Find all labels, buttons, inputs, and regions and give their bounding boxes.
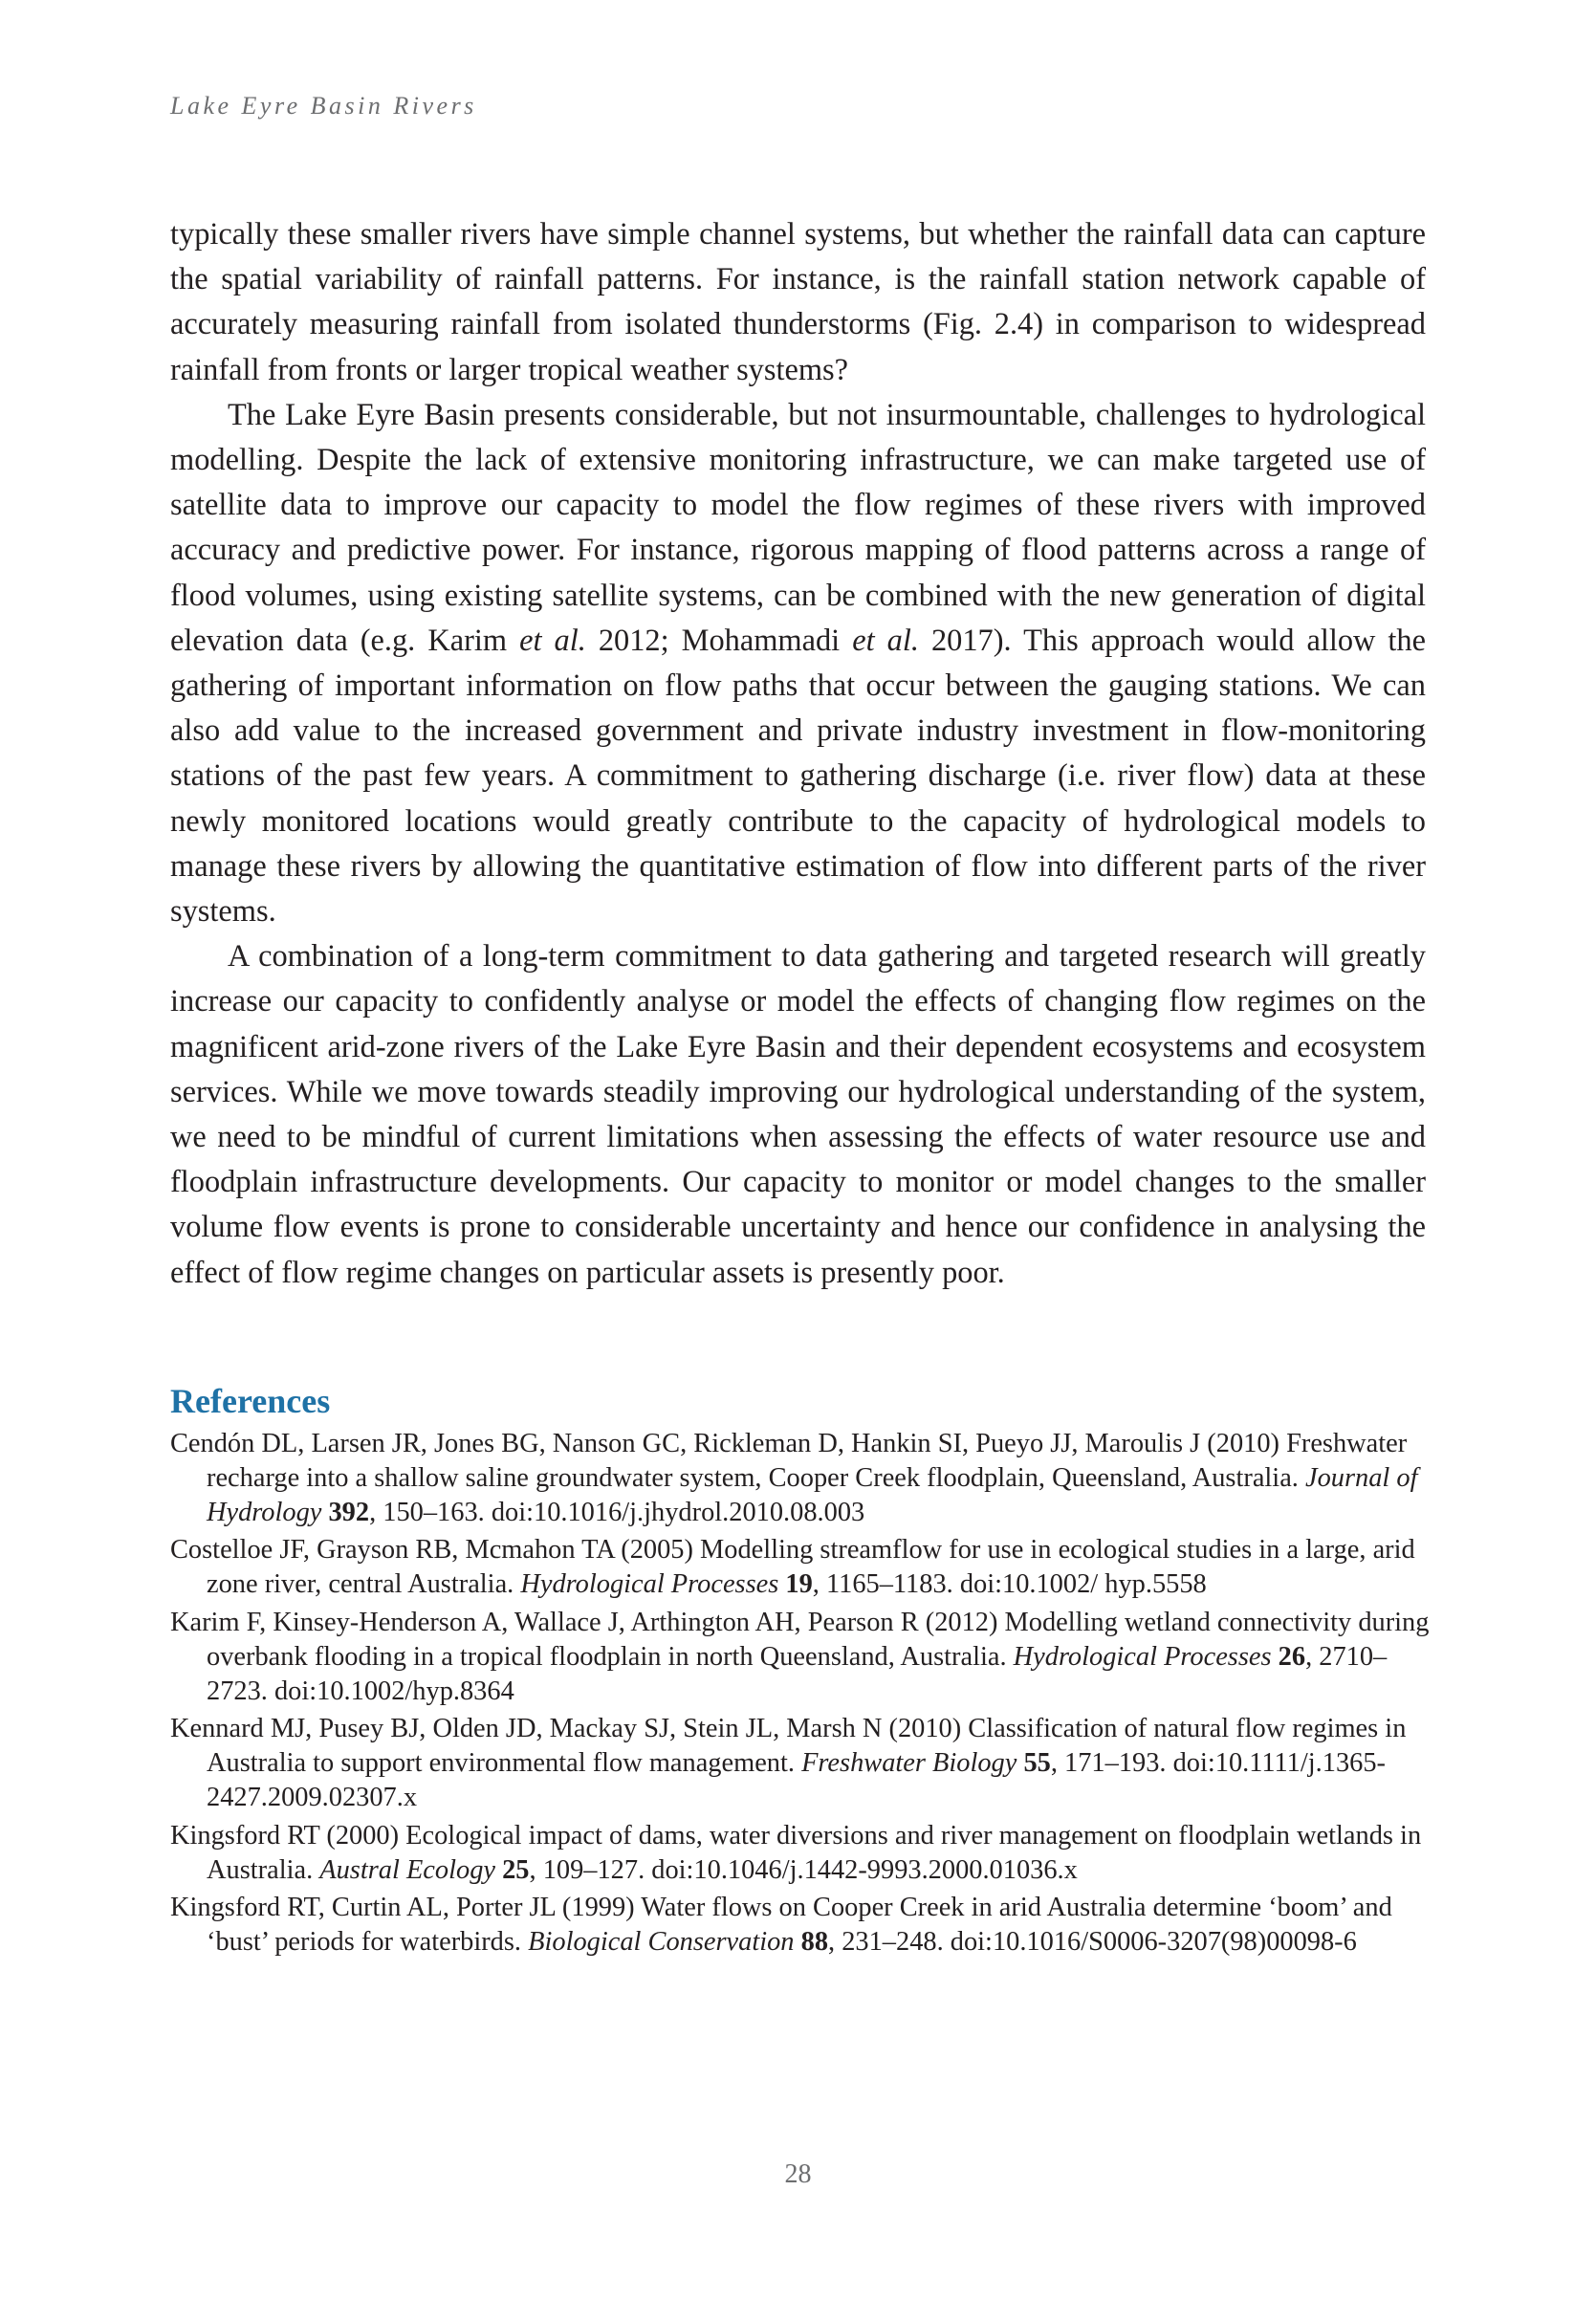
reference-entry	[170, 1712, 1432, 1814]
reference-entry	[170, 1891, 1432, 1960]
bold-text: 392	[328, 1497, 370, 1527]
bold-text: 26	[1278, 1641, 1306, 1672]
reference-entry	[170, 1427, 1432, 1529]
text-run: Kingsford RT (2000) Ecological impact of dams, water diversions and river management on floodplain wetlands in Australia.	[170, 1820, 1422, 1885]
italic-text: Hydrological Processes	[520, 1569, 779, 1600]
text-run: 2012; Mohammadi	[585, 623, 853, 658]
italic-text: Journal of Hydrology	[207, 1462, 1418, 1527]
paragraph	[170, 212, 1426, 393]
text-run: The Lake Eyre Basin presents considerable, but not insurmountable, challenges to hydrological modelling. Despite the lack of extensive monitoring infrastructure, we can make targeted use of satellite data to improve our capacity to model the flow regimes of these rivers with improved accuracy and predictive power. For instance, rigorous mapping of flood patterns across a range of flood volumes, using existing satellite systems, can be combined with the new generation of digital elevation data (e.g. Karim	[170, 397, 1426, 658]
text-run	[795, 1927, 801, 1957]
paragraph	[170, 393, 1426, 934]
italic-text: Austral Ecology	[319, 1854, 495, 1885]
italic-text: Biological Conservation	[528, 1927, 795, 1958]
page-number: 28	[784, 2159, 812, 2189]
text-run: Karim F, Kinsey-Henderson A, Wallace J, Arthington AH, Pearson R (2012) Modelling wetland connectivity during overbank flooding in a tropical floodplain in north Queensland, Australia.	[170, 1607, 1430, 1672]
references-heading: References	[170, 1382, 331, 1420]
text-run: Kennard MJ, Pusey BJ, Olden JD, Mackay SJ, Stein JL, Marsh N (2010) Classification of natural flow regimes in Australia to support environmental flow management.	[170, 1714, 1407, 1779]
text-run: , 150–163. doi:10.1016/j.jhydrol.2010.08.003	[369, 1497, 865, 1527]
text-run: , 109–127. doi:10.1046/j.1442-9993.2000.01036.x	[529, 1854, 1078, 1885]
text-run: Cendón DL, Larsen JR, Jones BG, Nanson GC, Rickleman D, Hankin SI, Pueyo JJ, Maroulis J (2010) Freshwater recharge into a shallow saline groundwater system, Cooper Creek floodplain, Queensland, Australia.	[170, 1429, 1408, 1493]
text-run: A combination of a long-term commitment to data gathering and targeted research will greatly increase our capacity to confidently analyse or model the effects of changing flow regimes on the magnificent arid-zone rivers of the Lake Eyre Basin and their dependent ecosystems and ecosystem services. While we move towards steadily improving our hydrological understanding of the system, we need to be mindful of current limitations when assessing the effects of water resource use and floodplain infrastructure developments. Our capacity to monitor or model changes to the smaller volume flow events is prone to considerable uncertainty and hence our confidence in analysing the effect of flow regime changes on particular assets is presently poor.	[170, 939, 1426, 1290]
text-run: Kingsford RT, Curtin AL, Porter JL (1999) Water flows on Cooper Creek in arid Australia determine ‘boom’ and ‘bust’ periods for waterbirds.	[170, 1893, 1392, 1958]
text-run: typically these smaller rivers have simple channel systems, but whether the rainfall data can capture the spatial variability of rainfall patterns. For instance, is the rainfall station network capable of accurately measuring rainfall from isolated thunderstorms (Fig. 2.4) in comparison to widespread rainfall from fronts or larger tropical weather systems?	[170, 217, 1426, 387]
reference-entry	[170, 1606, 1432, 1708]
text-run: 2017). This approach would allow the gathering of important information on flow paths that occur between the gauging stations. We can also add value to the increased government and private industry investment in flow-monitoring stations of the past few years. A commitment to gathering discharge (i.e. river flow) data at these newly monitored locations would greatly contribute to the capacity of hydrological models to manage these rivers by allowing the quantitative estimation of flow into different parts of the river systems.	[170, 623, 1427, 930]
italic-text: Hydrological Processes	[1013, 1641, 1272, 1672]
italic-text: Freshwater Biology	[801, 1748, 1017, 1779]
bold-text: 88	[800, 1927, 829, 1958]
bold-text: 19	[785, 1569, 813, 1600]
text-run: , 231–248. doi:10.1016/S0006-3207(98)00098-6	[828, 1927, 1357, 1958]
bold-text: 25	[502, 1854, 530, 1885]
text-run: , 2710–2723. doi:10.1002/hyp.8364	[207, 1641, 1388, 1706]
italic-text: et al.	[852, 623, 919, 658]
paragraph	[170, 934, 1426, 1296]
body-text	[170, 212, 1426, 1296]
italic-text: et al.	[519, 623, 586, 658]
text-run: , 1165–1183. doi:10.1002/ hyp.5558	[812, 1569, 1207, 1600]
text-run: , 171–193. doi:10.1111/j.1365-2427.2009.02307.x	[207, 1748, 1386, 1812]
running-head: Lake Eyre Basin Rivers	[170, 92, 477, 120]
bold-text: 55	[1023, 1748, 1051, 1779]
text-run: Costelloe JF, Grayson RB, Mcmahon TA (2005) Modelling streamflow for use in ecological studies in a large, arid zone river, central Australia.	[170, 1535, 1415, 1600]
reference-entry	[170, 1533, 1432, 1602]
reference-entry	[170, 1819, 1432, 1888]
reference-list	[170, 1427, 1432, 1963]
text-run	[1272, 1642, 1279, 1672]
